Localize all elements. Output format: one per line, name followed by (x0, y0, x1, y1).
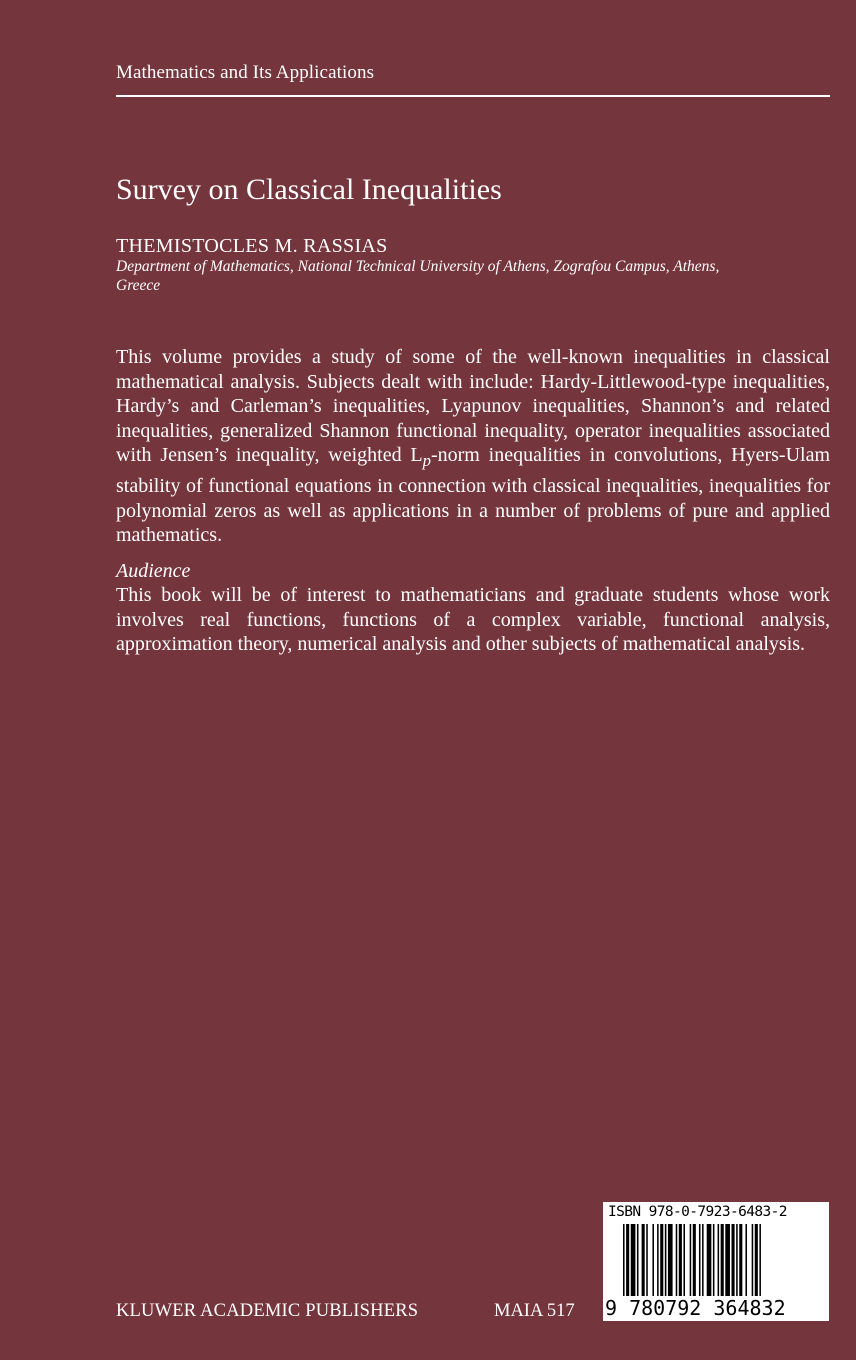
barcode-bar (668, 1224, 673, 1296)
barcode-bar (676, 1224, 678, 1296)
audience-heading: Audience (116, 560, 191, 582)
series-number: MAIA 517 (494, 1301, 575, 1321)
barcode-bar (736, 1224, 738, 1296)
barcode-bar (739, 1224, 742, 1296)
barcode-bar (725, 1224, 730, 1296)
author-name: THEMISTOCLES M. RASSIAS (116, 235, 388, 257)
barcode-bar (660, 1224, 663, 1296)
series-divider (116, 95, 830, 97)
book-description (116, 345, 830, 548)
barcode-bar (752, 1224, 754, 1296)
barcode-bar (755, 1224, 758, 1296)
barcode-bar (702, 1224, 704, 1296)
subscript-p: p (422, 451, 431, 471)
description-text-part1: This volume provides a study of some of the well-known inequalities in classical mathematical analysis. Subjects dealt with include: Hardy-Littlewood-type inequalities, Hardy’s and Carleman’s inequalities, Lyapunov inequalities, Shannon’s and related inequalities, generalized Shannon functional inequality, operator inequalities associated with Jensen’s inequality, weighted L (116, 346, 830, 467)
book-title: Survey on Classical Inequalities (116, 173, 502, 206)
isbn-barcode (603, 1202, 829, 1321)
barcode-bar (665, 1224, 667, 1296)
barcode-bars (623, 1224, 819, 1296)
isbn-label: ISBN 978-0-7923-6483-2 (608, 1204, 787, 1220)
barcode-bar (713, 1224, 715, 1296)
barcode-bar (652, 1224, 654, 1296)
barcode-bar (683, 1224, 685, 1296)
series-name: Mathematics and Its Applications (116, 62, 375, 83)
barcode-bar (623, 1224, 625, 1296)
barcode-bar (657, 1224, 659, 1296)
barcode-bar (690, 1224, 692, 1296)
ean-digits: 9 780792 364832 (605, 1296, 786, 1320)
barcode-bar (732, 1224, 735, 1296)
barcode-bar (642, 1224, 645, 1296)
barcode-bar (745, 1224, 747, 1296)
author-affiliation: Department of Mathematics, National Technical University of Athens, Zografou Campus, Athens, Greece (116, 258, 720, 294)
barcode-bar (718, 1224, 720, 1296)
barcode-bar (626, 1224, 629, 1296)
barcode-bar (646, 1224, 648, 1296)
publisher-name: KLUWER ACADEMIC PUBLISHERS (116, 1301, 419, 1321)
barcode-bar (707, 1224, 712, 1296)
barcode-bar (759, 1224, 761, 1296)
barcode-bar (699, 1224, 701, 1296)
description-text-part2: -norm inequalities in convolutions, Hyers-Ulam stability of functional equations in connection with classical inequalities, inequalities for polynomial zeros as well as applications in a number of problems of pure and applied mathematics. (116, 444, 830, 547)
barcode-bar (631, 1224, 636, 1296)
barcode-bar (637, 1224, 639, 1296)
barcode-bar (721, 1224, 724, 1296)
barcode-bar (693, 1224, 696, 1296)
barcode-bar (679, 1224, 682, 1296)
audience-text: This book will be of interest to mathematicians and graduate students whose work involves real functions, functions of a complex variable, functional analysis, approximation theory, numerical analysis and other subjects of mathematical analysis. (116, 584, 830, 656)
